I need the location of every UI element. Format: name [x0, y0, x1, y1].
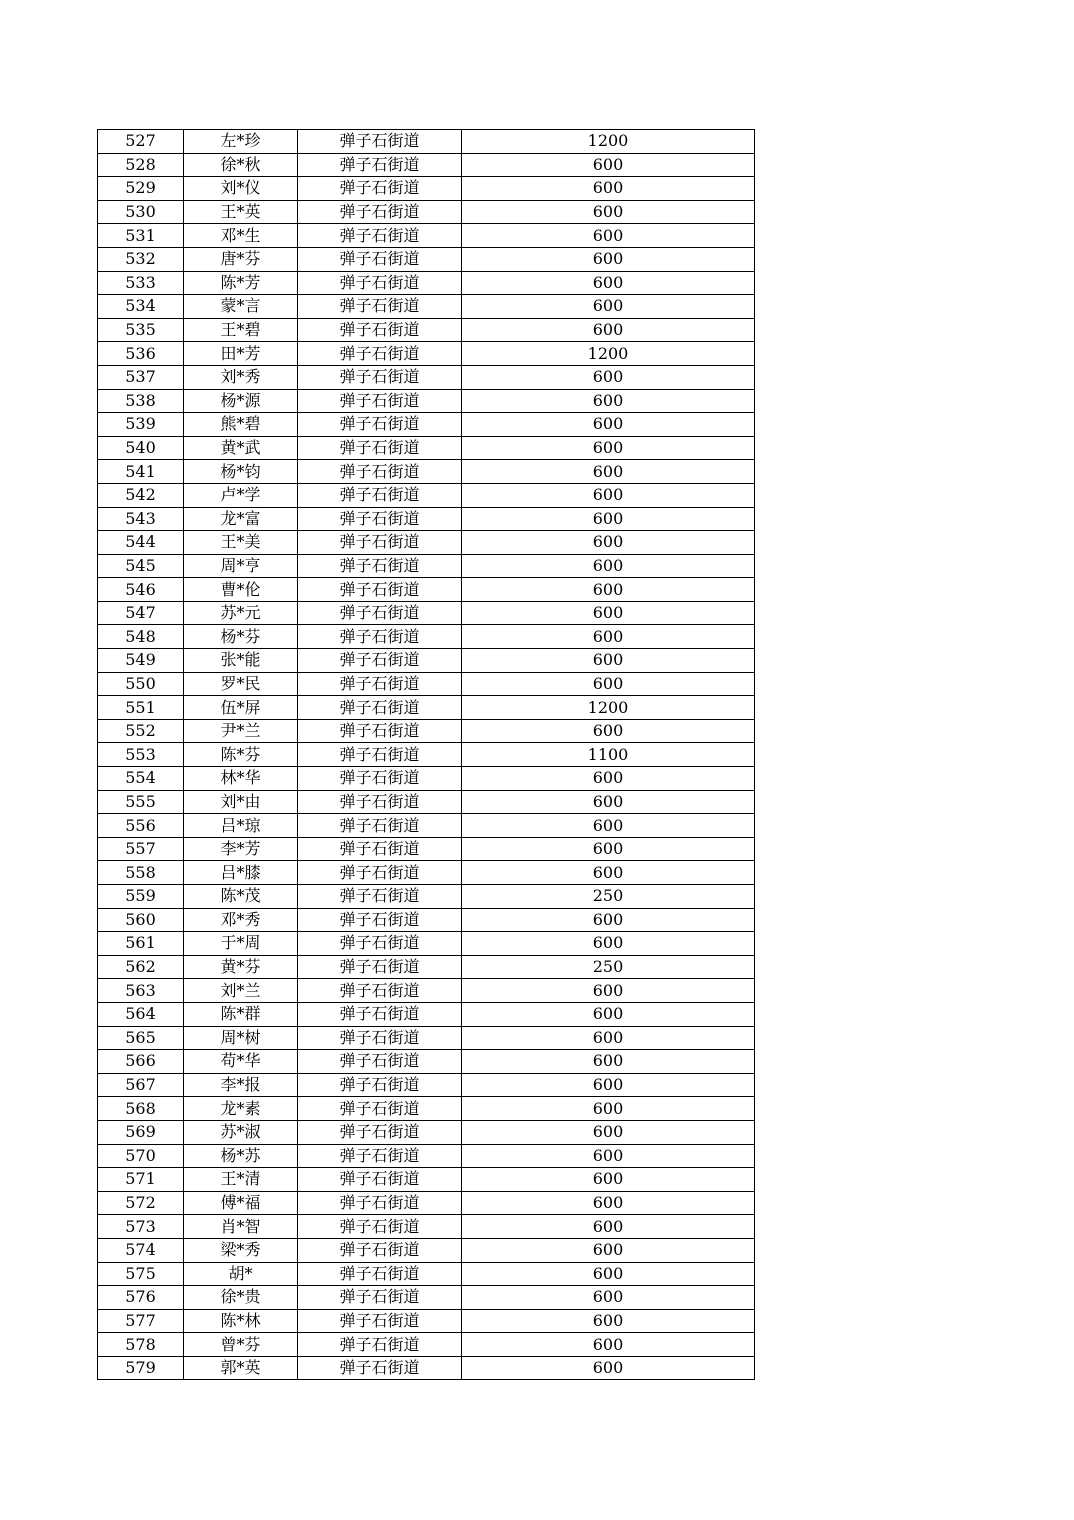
name-cell: 田*芳: [184, 342, 298, 366]
amount-cell: 600: [462, 837, 755, 861]
area-cell: 弹子石街道: [298, 1309, 462, 1333]
row-number-cell: 573: [98, 1215, 184, 1239]
amount-cell: 600: [462, 507, 755, 531]
name-cell: 王*英: [184, 200, 298, 224]
area-cell: 弹子石街道: [298, 1144, 462, 1168]
name-cell: 王*碧: [184, 318, 298, 342]
name-cell: 张*能: [184, 649, 298, 673]
name-cell: 左*珍: [184, 130, 298, 154]
amount-cell: 600: [462, 1286, 755, 1310]
area-cell: 弹子石街道: [298, 1356, 462, 1380]
table-row: [98, 507, 755, 531]
data-table: [97, 129, 755, 1380]
table-row: [98, 1286, 755, 1310]
table-row: [98, 436, 755, 460]
row-number-cell: 570: [98, 1144, 184, 1168]
row-number-cell: 568: [98, 1097, 184, 1121]
table-row: [98, 837, 755, 861]
table-row: [98, 365, 755, 389]
area-cell: 弹子石街道: [298, 1191, 462, 1215]
row-number-cell: 535: [98, 318, 184, 342]
name-cell: 黄*芬: [184, 955, 298, 979]
table-row: [98, 1191, 755, 1215]
row-number-cell: 543: [98, 507, 184, 531]
area-cell: 弹子石街道: [298, 861, 462, 885]
name-cell: 陈*群: [184, 1002, 298, 1026]
table-row: [98, 554, 755, 578]
row-number-cell: 528: [98, 153, 184, 177]
row-number-cell: 532: [98, 247, 184, 271]
amount-cell: 1100: [462, 743, 755, 767]
table-row: [98, 460, 755, 484]
name-cell: 苏*元: [184, 601, 298, 625]
amount-cell: 600: [462, 979, 755, 1003]
amount-cell: 600: [462, 413, 755, 437]
table-row: [98, 1144, 755, 1168]
name-cell: 陈*林: [184, 1309, 298, 1333]
name-cell: 苏*淑: [184, 1120, 298, 1144]
table-row: [98, 861, 755, 885]
table-row: [98, 578, 755, 602]
row-number-cell: 554: [98, 767, 184, 791]
table-row: [98, 130, 755, 154]
row-number-cell: 567: [98, 1073, 184, 1097]
area-cell: 弹子石街道: [298, 483, 462, 507]
amount-cell: 600: [462, 814, 755, 838]
name-cell: 周*树: [184, 1026, 298, 1050]
name-cell: 于*周: [184, 932, 298, 956]
name-cell: 陈*茂: [184, 885, 298, 909]
row-number-cell: 553: [98, 743, 184, 767]
name-cell: 郭*英: [184, 1356, 298, 1380]
amount-cell: 600: [462, 389, 755, 413]
table-row: [98, 1026, 755, 1050]
table-row: [98, 342, 755, 366]
name-cell: 曾*芬: [184, 1333, 298, 1357]
amount-cell: 600: [462, 153, 755, 177]
amount-cell: 600: [462, 318, 755, 342]
name-cell: 刘*兰: [184, 979, 298, 1003]
table-row: [98, 247, 755, 271]
amount-cell: 1200: [462, 130, 755, 154]
amount-cell: 600: [462, 1168, 755, 1192]
amount-cell: 600: [462, 1215, 755, 1239]
amount-cell: 600: [462, 224, 755, 248]
area-cell: 弹子石街道: [298, 1262, 462, 1286]
name-cell: 卢*学: [184, 483, 298, 507]
table-row: [98, 814, 755, 838]
row-number-cell: 575: [98, 1262, 184, 1286]
area-cell: 弹子石街道: [298, 625, 462, 649]
name-cell: 杨*钧: [184, 460, 298, 484]
area-cell: 弹子石街道: [298, 578, 462, 602]
amount-cell: 600: [462, 365, 755, 389]
area-cell: 弹子石街道: [298, 1050, 462, 1074]
amount-cell: 600: [462, 531, 755, 555]
name-cell: 苟*华: [184, 1050, 298, 1074]
name-cell: 周*亨: [184, 554, 298, 578]
name-cell: 徐*秋: [184, 153, 298, 177]
name-cell: 李*芳: [184, 837, 298, 861]
name-cell: 邓*生: [184, 224, 298, 248]
amount-cell: 600: [462, 578, 755, 602]
amount-cell: 600: [462, 932, 755, 956]
name-cell: 林*华: [184, 767, 298, 791]
area-cell: 弹子石街道: [298, 1097, 462, 1121]
area-cell: 弹子石街道: [298, 295, 462, 319]
row-number-cell: 545: [98, 554, 184, 578]
area-cell: 弹子石街道: [298, 342, 462, 366]
row-number-cell: 555: [98, 790, 184, 814]
row-number-cell: 538: [98, 389, 184, 413]
area-cell: 弹子石街道: [298, 767, 462, 791]
name-cell: 杨*源: [184, 389, 298, 413]
amount-cell: 600: [462, 1097, 755, 1121]
row-number-cell: 533: [98, 271, 184, 295]
area-cell: 弹子石街道: [298, 318, 462, 342]
area-cell: 弹子石街道: [298, 1238, 462, 1262]
row-number-cell: 561: [98, 932, 184, 956]
row-number-cell: 549: [98, 649, 184, 673]
table-row: [98, 743, 755, 767]
table-row: [98, 672, 755, 696]
name-cell: 徐*贵: [184, 1286, 298, 1310]
area-cell: 弹子石街道: [298, 885, 462, 909]
table-row: [98, 1002, 755, 1026]
name-cell: 杨*苏: [184, 1144, 298, 1168]
row-number-cell: 529: [98, 177, 184, 201]
row-number-cell: 578: [98, 1333, 184, 1357]
amount-cell: 600: [462, 908, 755, 932]
name-cell: 罗*民: [184, 672, 298, 696]
name-cell: 王*清: [184, 1168, 298, 1192]
amount-cell: 600: [462, 1191, 755, 1215]
area-cell: 弹子石街道: [298, 460, 462, 484]
area-cell: 弹子石街道: [298, 531, 462, 555]
row-number-cell: 559: [98, 885, 184, 909]
area-cell: 弹子石街道: [298, 1002, 462, 1026]
name-cell: 吕*琼: [184, 814, 298, 838]
row-number-cell: 550: [98, 672, 184, 696]
row-number-cell: 576: [98, 1286, 184, 1310]
name-cell: 龙*富: [184, 507, 298, 531]
name-cell: 伍*屏: [184, 696, 298, 720]
amount-cell: 600: [462, 200, 755, 224]
row-number-cell: 564: [98, 1002, 184, 1026]
name-cell: 吕*膝: [184, 861, 298, 885]
row-number-cell: 579: [98, 1356, 184, 1380]
table-row: [98, 1333, 755, 1357]
amount-cell: 600: [462, 1073, 755, 1097]
name-cell: 刘*仪: [184, 177, 298, 201]
table-row: [98, 483, 755, 507]
amount-cell: 600: [462, 861, 755, 885]
table-row: [98, 413, 755, 437]
name-cell: 李*报: [184, 1073, 298, 1097]
table-row: [98, 1050, 755, 1074]
row-number-cell: 572: [98, 1191, 184, 1215]
area-cell: 弹子石街道: [298, 908, 462, 932]
table-row: [98, 885, 755, 909]
table-row: [98, 389, 755, 413]
table-row: [98, 767, 755, 791]
table-row: [98, 790, 755, 814]
amount-cell: 600: [462, 625, 755, 649]
area-cell: 弹子石街道: [298, 200, 462, 224]
table-row: [98, 1262, 755, 1286]
amount-cell: 600: [462, 436, 755, 460]
area-cell: 弹子石街道: [298, 743, 462, 767]
table-row: [98, 531, 755, 555]
amount-cell: 600: [462, 271, 755, 295]
amount-cell: 600: [462, 1309, 755, 1333]
amount-cell: 600: [462, 483, 755, 507]
table-body: [98, 130, 755, 1380]
name-cell: 邓*秀: [184, 908, 298, 932]
row-number-cell: 527: [98, 130, 184, 154]
area-cell: 弹子石街道: [298, 413, 462, 437]
table-row: [98, 719, 755, 743]
area-cell: 弹子石街道: [298, 153, 462, 177]
amount-cell: 600: [462, 460, 755, 484]
table-row: [98, 1097, 755, 1121]
table-row: [98, 932, 755, 956]
amount-cell: 600: [462, 1356, 755, 1380]
amount-cell: 600: [462, 1144, 755, 1168]
area-cell: 弹子石街道: [298, 436, 462, 460]
row-number-cell: 540: [98, 436, 184, 460]
table-row: [98, 625, 755, 649]
amount-cell: 600: [462, 1002, 755, 1026]
name-cell: 曹*伦: [184, 578, 298, 602]
row-number-cell: 547: [98, 601, 184, 625]
area-cell: 弹子石街道: [298, 224, 462, 248]
amount-cell: 600: [462, 1120, 755, 1144]
row-number-cell: 544: [98, 531, 184, 555]
row-number-cell: 534: [98, 295, 184, 319]
table-row: [98, 1168, 755, 1192]
amount-cell: 1200: [462, 342, 755, 366]
area-cell: 弹子石街道: [298, 247, 462, 271]
amount-cell: 600: [462, 177, 755, 201]
name-cell: 熊*碧: [184, 413, 298, 437]
row-number-cell: 536: [98, 342, 184, 366]
amount-cell: 600: [462, 1262, 755, 1286]
area-cell: 弹子石街道: [298, 554, 462, 578]
amount-cell: 600: [462, 790, 755, 814]
table-row: [98, 200, 755, 224]
name-cell: 王*美: [184, 531, 298, 555]
name-cell: 刘*秀: [184, 365, 298, 389]
name-cell: 陈*芳: [184, 271, 298, 295]
name-cell: 唐*芬: [184, 247, 298, 271]
name-cell: 梁*秀: [184, 1238, 298, 1262]
table-row: [98, 1309, 755, 1333]
name-cell: 肖*智: [184, 1215, 298, 1239]
row-number-cell: 546: [98, 578, 184, 602]
area-cell: 弹子石街道: [298, 389, 462, 413]
area-cell: 弹子石街道: [298, 932, 462, 956]
amount-cell: 600: [462, 767, 755, 791]
row-number-cell: 556: [98, 814, 184, 838]
row-number-cell: 560: [98, 908, 184, 932]
area-cell: 弹子石街道: [298, 672, 462, 696]
row-number-cell: 548: [98, 625, 184, 649]
row-number-cell: 541: [98, 460, 184, 484]
table-row: [98, 1073, 755, 1097]
area-cell: 弹子石街道: [298, 365, 462, 389]
area-cell: 弹子石街道: [298, 130, 462, 154]
amount-cell: 600: [462, 1050, 755, 1074]
row-number-cell: 537: [98, 365, 184, 389]
area-cell: 弹子石街道: [298, 837, 462, 861]
table-row: [98, 696, 755, 720]
table-row: [98, 224, 755, 248]
row-number-cell: 565: [98, 1026, 184, 1050]
table-row: [98, 153, 755, 177]
name-cell: 黄*武: [184, 436, 298, 460]
row-number-cell: 557: [98, 837, 184, 861]
area-cell: 弹子石街道: [298, 1168, 462, 1192]
area-cell: 弹子石街道: [298, 1073, 462, 1097]
area-cell: 弹子石街道: [298, 1120, 462, 1144]
amount-cell: 600: [462, 1026, 755, 1050]
name-cell: 龙*素: [184, 1097, 298, 1121]
table-row: [98, 295, 755, 319]
area-cell: 弹子石街道: [298, 649, 462, 673]
amount-cell: 600: [462, 554, 755, 578]
area-cell: 弹子石街道: [298, 1026, 462, 1050]
table-row: [98, 177, 755, 201]
table-row: [98, 908, 755, 932]
name-cell: 陈*芬: [184, 743, 298, 767]
amount-cell: 600: [462, 719, 755, 743]
table-row: [98, 1215, 755, 1239]
table-row: [98, 979, 755, 1003]
amount-cell: 250: [462, 885, 755, 909]
table-row: [98, 1120, 755, 1144]
row-number-cell: 577: [98, 1309, 184, 1333]
table-row: [98, 649, 755, 673]
row-number-cell: 566: [98, 1050, 184, 1074]
row-number-cell: 558: [98, 861, 184, 885]
table-row: [98, 601, 755, 625]
area-cell: 弹子石街道: [298, 955, 462, 979]
amount-cell: 600: [462, 601, 755, 625]
table-row: [98, 1238, 755, 1262]
amount-cell: 600: [462, 247, 755, 271]
amount-cell: 600: [462, 649, 755, 673]
area-cell: 弹子石街道: [298, 979, 462, 1003]
amount-cell: 600: [462, 1333, 755, 1357]
amount-cell: 600: [462, 1238, 755, 1262]
area-cell: 弹子石街道: [298, 601, 462, 625]
name-cell: 胡*: [184, 1262, 298, 1286]
amount-cell: 600: [462, 295, 755, 319]
area-cell: 弹子石街道: [298, 507, 462, 531]
row-number-cell: 539: [98, 413, 184, 437]
area-cell: 弹子石街道: [298, 1333, 462, 1357]
amount-cell: 1200: [462, 696, 755, 720]
table-row: [98, 271, 755, 295]
row-number-cell: 552: [98, 719, 184, 743]
row-number-cell: 531: [98, 224, 184, 248]
row-number-cell: 574: [98, 1238, 184, 1262]
row-number-cell: 562: [98, 955, 184, 979]
row-number-cell: 551: [98, 696, 184, 720]
area-cell: 弹子石街道: [298, 177, 462, 201]
row-number-cell: 530: [98, 200, 184, 224]
name-cell: 杨*芬: [184, 625, 298, 649]
row-number-cell: 542: [98, 483, 184, 507]
amount-cell: 600: [462, 672, 755, 696]
name-cell: 蒙*言: [184, 295, 298, 319]
row-number-cell: 563: [98, 979, 184, 1003]
area-cell: 弹子石街道: [298, 271, 462, 295]
table-row: [98, 955, 755, 979]
area-cell: 弹子石街道: [298, 719, 462, 743]
area-cell: 弹子石街道: [298, 1286, 462, 1310]
name-cell: 傅*福: [184, 1191, 298, 1215]
area-cell: 弹子石街道: [298, 814, 462, 838]
area-cell: 弹子石街道: [298, 790, 462, 814]
amount-cell: 250: [462, 955, 755, 979]
row-number-cell: 569: [98, 1120, 184, 1144]
area-cell: 弹子石街道: [298, 1215, 462, 1239]
name-cell: 尹*兰: [184, 719, 298, 743]
name-cell: 刘*由: [184, 790, 298, 814]
row-number-cell: 571: [98, 1168, 184, 1192]
table-row: [98, 318, 755, 342]
table-row: [98, 1356, 755, 1380]
area-cell: 弹子石街道: [298, 696, 462, 720]
